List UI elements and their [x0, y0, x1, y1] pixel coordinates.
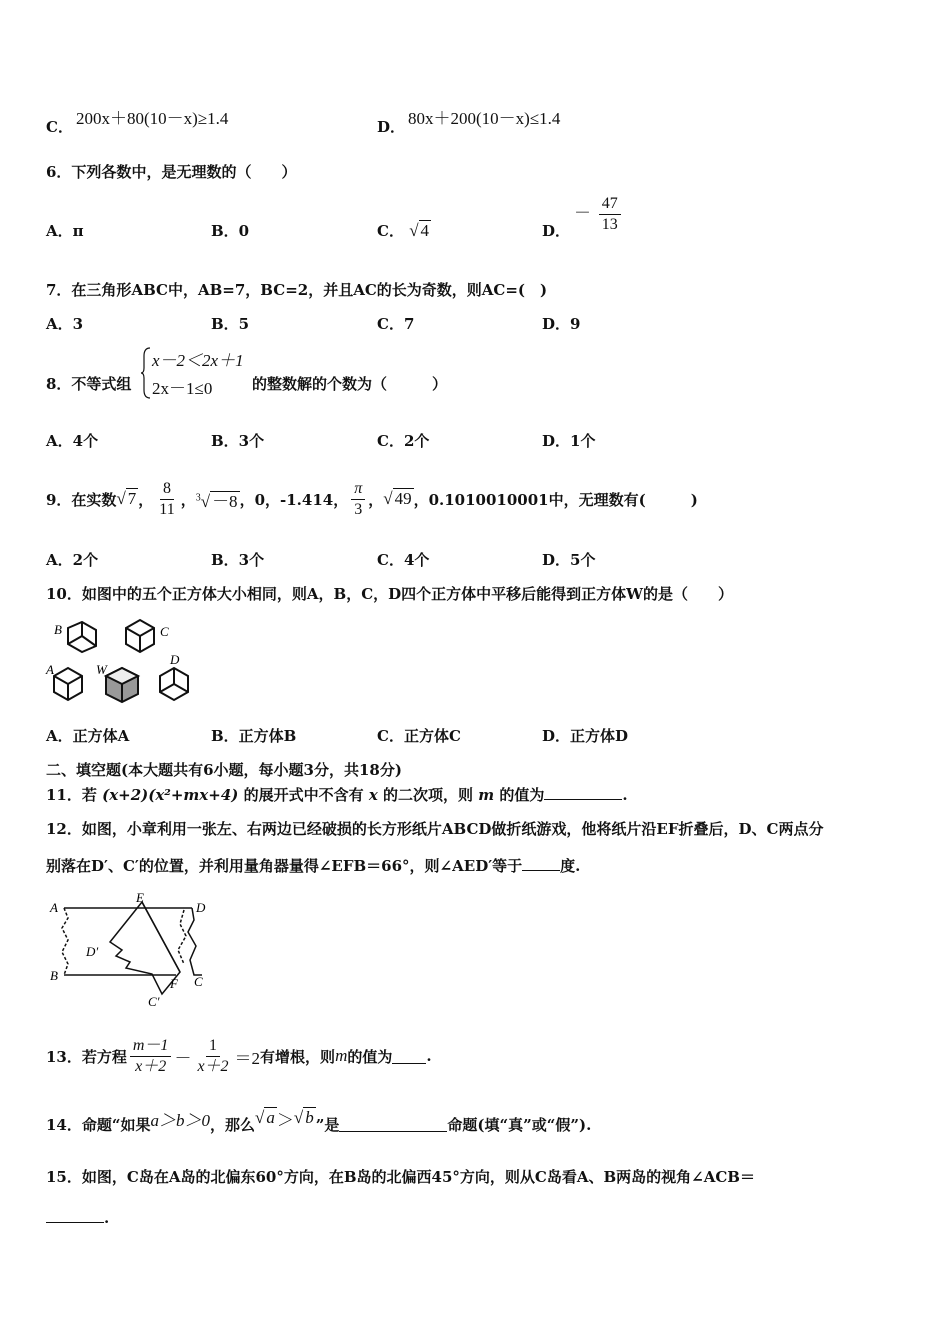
q9-option-c: C．4个	[377, 551, 430, 569]
q13-answer-blank[interactable]	[392, 1049, 426, 1064]
q10-cubes-figure	[44, 614, 204, 710]
q13-frac-2: $\frac{1}{x+2}$	[197, 1036, 229, 1075]
q12-label-c-prime: C′	[148, 994, 160, 1008]
q7-option-c: C．7	[377, 315, 415, 333]
q8-brace	[140, 346, 152, 400]
q12-label-c: C	[194, 974, 203, 989]
q8-option-a: A．4个	[46, 432, 99, 450]
q12-label-f: F	[170, 976, 178, 991]
q10-option-a: A．正方体A	[46, 727, 130, 745]
q11-answer-blank[interactable]	[544, 785, 622, 800]
q6-stem: 6．下列各数中，是无理数的（ ）	[46, 163, 297, 181]
q8-ineq-1: x－2＜2x＋1	[152, 351, 244, 370]
q15-answer-blank[interactable]	[46, 1208, 104, 1223]
q6-option-d-fraction	[574, 194, 624, 235]
q6-option-c-label: C．	[377, 222, 404, 240]
q9-suffix: ，0.1010010001中，无理数有( )	[413, 490, 698, 509]
q9-prefix: 9．在实数	[46, 490, 117, 509]
q5-option-d-label: D．	[377, 118, 406, 136]
q14-answer-blank[interactable]	[339, 1117, 447, 1132]
q10-option-c: C．正方体C	[377, 727, 461, 745]
q12-label-b: B	[50, 968, 58, 983]
q10-label-a: A	[46, 662, 54, 677]
q6-option-c-sqrt: √ 4	[409, 221, 430, 240]
q9-sqrt49: √ 49	[383, 489, 412, 508]
q10-label-d: D	[170, 652, 180, 667]
q5-option-c-label: C．	[46, 118, 73, 136]
q6-option-c	[377, 220, 431, 241]
q9-option-b: B．3个	[211, 551, 265, 569]
q5-option-d-expr: 80x＋200(10－x)≤1.4	[408, 109, 561, 128]
q12-label-e: E	[136, 890, 144, 905]
q10-option-b: B．正方体B	[211, 727, 297, 745]
q12-line-1: 12．如图，小章利用一张左、右两边已经破损的长方形纸片ABCD做折纸游戏，他将纸片沿EF折叠后，D、C两点分	[46, 820, 824, 838]
q10-label-c: C	[160, 624, 169, 639]
q6-option-c-radicand: 4	[420, 221, 430, 240]
q13-line: 13．若方程 $\frac{m-1}{x+2}$ － $\frac{1}{x+2}$ ＝2 有增根，则 m 的值为 .	[46, 1036, 432, 1075]
q12-label-d-prime: D′	[86, 944, 99, 959]
q9-option-d: D．5个	[542, 551, 596, 569]
q6-option-d-num: 47	[599, 194, 621, 215]
q12-answer-blank[interactable]	[522, 856, 560, 871]
q8-ineq-2: 2x－1≤0	[152, 379, 213, 398]
section-2-heading: 二、填空题(本大题共有6小题，每小题3分，共18分)	[46, 761, 402, 779]
q12-line-2: 别落在D′、C′的位置，并利用量角器量得∠EFB＝66°，则∠AED′等于 度.	[46, 857, 581, 875]
q12-label-a: A	[50, 900, 58, 915]
q11-line: 11．若 (x+2)(x²+mx+4) 的展开式中不含有 x 的二次项，则 m 的值为 .	[46, 786, 628, 804]
q12-label-d: D	[196, 900, 206, 915]
q6-option-a: A．π	[46, 222, 84, 240]
q8-option-c: C．2个	[377, 432, 430, 450]
q6-option-b: B．0	[211, 222, 250, 240]
q14-sqrt-a: √ a	[255, 1108, 275, 1127]
q9-frac-pi-3: $\frac{\pi}{3}$	[351, 479, 365, 520]
q14-condition: a＞b＞0	[150, 1110, 211, 1130]
q14-line: 14．命题“如果 a＞b＞0 ，那么 √ a ＞ √ b ”是 命题(填“真”或“假”).	[46, 1106, 591, 1142]
q5-option-c-expr: 200x＋80(10－x)≥1.4	[76, 109, 229, 128]
q8-prefix: 8．不等式组	[46, 375, 132, 393]
q10-label-b: B	[54, 622, 62, 637]
q6-option-d-label: D．	[542, 222, 571, 240]
q10-stem: 10．如图中的五个正方体大小相同，则A，B，C，D四个正方体中平移后能得到正方体W的是（ ）	[46, 585, 733, 603]
q7-option-a: A．3	[46, 315, 84, 333]
q10-label-w: W	[96, 662, 107, 677]
q12-fold-figure	[44, 890, 214, 1008]
q8-option-d: D．1个	[542, 432, 596, 450]
q6-option-d-sign: －	[574, 203, 591, 223]
q14-sqrt-b: √ b	[293, 1108, 314, 1127]
q15-line-1: 15．如图，C岛在A岛的北偏东60°方向，在B岛的北偏西45°方向，则从C岛看A、B两岛的视角∠ACB＝	[46, 1168, 755, 1186]
q9-sqrt7: √ 7	[116, 489, 137, 508]
q8-option-b: B．3个	[211, 432, 265, 450]
q9-cbrt: $^3$√ －8	[195, 491, 238, 511]
q13-frac-1: $\frac{m-1}{x+2}$	[130, 1036, 172, 1077]
q9-mid: ，0，-1.414，	[239, 490, 349, 509]
q10-option-d: D．正方体D	[542, 727, 629, 745]
q7-option-d: D．9	[542, 315, 581, 333]
q9-frac-8-11: $\frac{8}{11}$	[159, 479, 175, 518]
q8-suffix: 的整数解的个数为（ ）	[252, 375, 448, 393]
q9-stem: 9．在实数 √ 7 ， $\frac{8}{11}$ ， $^3$√ －8 ，0，-1.414， $\frac{\pi}{3}$ ， √ 49 ，0.1010010001中，无理数有( )	[46, 479, 698, 518]
q15-line-2: .	[46, 1208, 109, 1227]
q11-expr: (x+2)(x²+mx+4)	[102, 786, 239, 804]
q7-stem: 7．在三角形ABC中，AB=7，BC=2，并且AC的长为奇数，则AC=( )	[46, 281, 548, 299]
q6-option-d-den: 13	[601, 216, 618, 233]
q9-option-a: A．2个	[46, 551, 99, 569]
q7-option-b: B．5	[211, 315, 250, 333]
